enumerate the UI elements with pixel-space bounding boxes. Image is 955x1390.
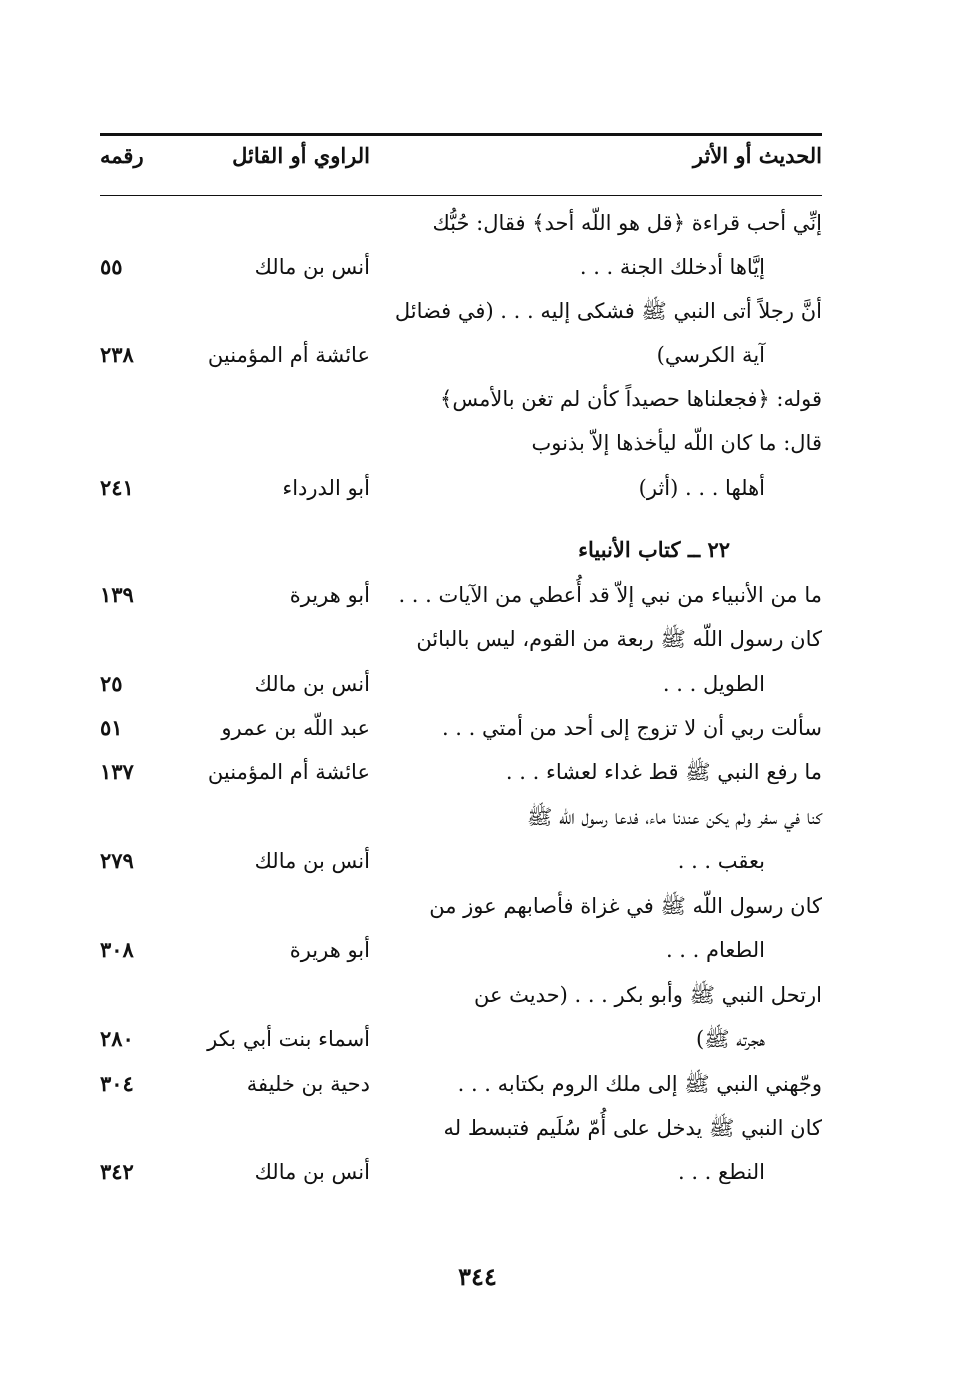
narrator-name: أنس بن مالك [254,672,370,696]
hadith-number: ٥١ [100,715,123,740]
hadith-number: ٣٠٨ [100,937,134,962]
header-rule [100,195,822,196]
table-row [0,423,955,463]
table-row [0,975,955,1015]
table-row [0,203,955,243]
hadith-text: كان رسول اللّه ﷺ في غزاة فأصابهم عوز من [429,894,822,918]
narrator-name: أبو هريرة [289,938,370,962]
table-row [0,797,955,837]
table-row [0,1019,955,1059]
table-row [0,752,955,792]
narrator-name: أبو الدرداء [282,476,370,500]
narrator-name: عبد اللّه بن عمرو [221,716,370,740]
table-row [0,1064,955,1104]
hadith-text: سألت ربي أن لا تزوج إلى أحد من أمتي . . . [441,716,822,740]
narrator-name: أنس بن مالك [254,1160,370,1184]
table-row [0,930,955,970]
hadith-number: ٢٥ [100,671,123,696]
narrator-name: أنس بن مالك [254,849,370,873]
hadith-text: ما رفع النبي ﷺ قط غداء لعشاء . . . [505,760,822,784]
table-row [0,575,955,615]
section-heading: ٢٢ ــ كتاب الأنبياء [578,537,730,562]
table-row [0,619,955,659]
table-row [0,1108,955,1148]
hadith-text: الطويل . . . [662,672,765,696]
hadith-number: ٢٣٨ [100,342,134,367]
hadith-number: ٢٧٩ [100,848,134,873]
table-row [0,886,955,926]
table-row [0,379,955,419]
hadith-number: ١٣٩ [100,582,134,607]
table-row [0,664,955,704]
hadith-number: ٢٤١ [100,475,134,500]
hadith-text: أهلها . . . (أثر) [638,476,765,500]
header-number: رقمه [100,143,144,168]
hadith-text: كان رسول اللّه ﷺ ربعة من القوم، ليس بالبائن [416,627,822,651]
narrator-name: عائشة أم المؤمنين [207,760,370,784]
table-row [0,708,955,748]
hadith-number: ٥٥ [100,254,123,279]
hadith-text: أنَّ رجلاً أتى النبي ﷺ فشكى إليه . . . (في فضائل [394,299,822,323]
hadith-text: بعقب . . . [677,849,765,873]
hadith-text: إنِّي أحب قراءة ﴿قل هو اللّه أحد﴾ فقال: حُبُّك [432,211,822,235]
table-row [0,335,955,375]
hadith-text: قوله: ﴿فجعلناها حصيداً كأن لم تغن بالأمس﴾ [440,387,822,411]
table-row [0,468,955,508]
narrator-name: أسماء بنت أبي بكر [207,1027,370,1051]
header-hadith: الحديث أو الأثر [692,143,822,168]
hadith-text: كنا في سفر ولم يكن عندنا ماء، فدعا رسول اللّه ﷺ [526,805,822,829]
hadith-text: ارتحل النبي ﷺ وأبو بكر . . . (حديث عن [473,983,822,1007]
hadith-number: ٢٨٠ [100,1026,134,1051]
narrator-name: عائشة أم المؤمنين [207,343,370,367]
hadith-text: آية الكرسي) [656,343,765,367]
hadith-text: النطع . . . [677,1160,765,1184]
table-row [0,1152,955,1192]
hadith-text: كان النبي ﷺ يدخل على أُمّ سُلَيم فتبسط له [443,1116,822,1140]
table-row [0,841,955,881]
hadith-number: ٣٤٢ [100,1159,134,1184]
hadith-text: قال: ما كان اللّه ليأخذها إلاّ بذنوب [531,431,822,455]
hadith-text: الطعام . . . [665,938,765,962]
hadith-number: ١٣٧ [100,759,134,784]
table-row [0,247,955,287]
narrator-name: دحية بن خليفة [246,1072,370,1096]
top-rule [100,133,822,136]
hadith-text: ما من الأنبياء من نبي إلاّ قد أُعطي من الآيات . . . [398,583,822,607]
hadith-text: وجّهني النبي ﷺ إلى ملك الروم بكتابه . . . [457,1072,822,1096]
narrator-name: أبو هريرة [289,583,370,607]
section-heading-row [0,530,955,570]
page-number: ٣٤٤ [458,1262,497,1291]
hadith-number: ٣٠٤ [100,1071,134,1096]
hadith-text: إيَّاها أدخلك الجنة . . . [579,255,765,279]
header-narrator: الراوي أو القائل [232,143,370,168]
table-row [0,291,955,331]
hadith-text: هجرته ﷺ) [696,1027,765,1051]
narrator-name: أنس بن مالك [254,255,370,279]
